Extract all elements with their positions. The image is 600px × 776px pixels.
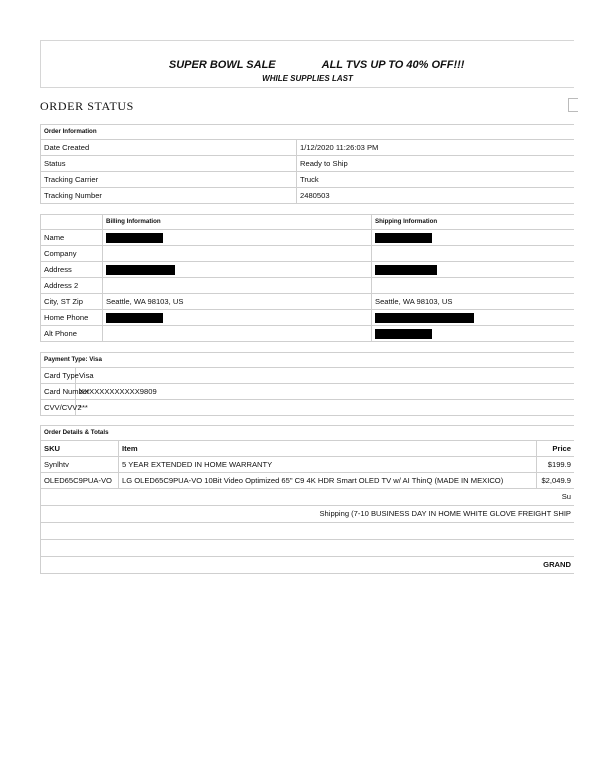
table-row: [41, 384, 575, 400]
payment-section: [40, 352, 574, 416]
table-row: [41, 310, 575, 326]
redaction-bar: [106, 313, 163, 323]
row-label: Address 2: [41, 278, 103, 294]
redaction-bar: [106, 233, 163, 243]
table-row: [41, 368, 575, 384]
order-information-header: Order Information: [41, 125, 575, 140]
payment-table: [40, 352, 574, 416]
table-row: [41, 188, 575, 204]
item-column-header: Item: [119, 441, 537, 457]
table-row: [41, 172, 575, 188]
billing-address-2: [103, 278, 372, 294]
shipping-city: Seattle, WA 98103, US: [372, 294, 575, 310]
order-details-table: [40, 425, 574, 574]
subtotal-label: Su: [41, 489, 575, 506]
item-sku: OLED65C9PUA-VO: [41, 473, 119, 489]
shipping-header: Shipping Information: [372, 215, 575, 230]
row-label: Alt Phone: [41, 326, 103, 342]
tracking-carrier-value: Truck: [297, 172, 575, 188]
date-created-value: 1/12/2020 11:26:03 PM: [297, 140, 575, 156]
billing-alt-phone: [103, 326, 372, 342]
card-number-value: XXXXXXXXXXXX9809: [76, 384, 575, 400]
redaction-bar: [375, 265, 437, 275]
row-label: Date Created: [41, 140, 297, 156]
row-label: CVV/CVV2: [41, 400, 76, 416]
item-description: 5 YEAR EXTENDED IN HOME WARRANTY: [119, 457, 537, 473]
shipping-home-phone: [372, 310, 575, 326]
grand-total-row: [41, 557, 575, 574]
empty-row: [41, 523, 575, 540]
shipping-name: [372, 230, 575, 246]
shipping-company: [372, 246, 575, 262]
redaction-bar: [106, 265, 175, 275]
row-label: Company: [41, 246, 103, 262]
billing-city: Seattle, WA 98103, US: [103, 294, 372, 310]
sale-offer: ALL TVS UP TO 40% OFF!!!: [321, 59, 465, 71]
row-label: Name: [41, 230, 103, 246]
table-row: [41, 457, 575, 473]
order-information-table: [40, 124, 574, 204]
cvv-value: ***: [76, 400, 575, 416]
sku-column-header: SKU: [41, 441, 119, 457]
billing-home-phone: [103, 310, 372, 326]
table-row: [41, 278, 575, 294]
shipping-row: [41, 506, 575, 523]
shipping-label: Shipping (7-10 BUSINESS DAY IN HOME WHITE GLOVE FREIGHT SHIP: [41, 506, 575, 523]
card-type-value: Visa: [76, 368, 575, 384]
table-row: [41, 156, 575, 172]
billing-header: Billing Information: [103, 215, 372, 230]
grand-total-label: GRAND: [41, 557, 575, 574]
item-description: LG OLED65C9PUA-VO 10Bit Video Optimized 65" C9 4K HDR Smart OLED TV w/ AI ThinQ (MADE IN MEXICO): [119, 473, 537, 489]
redaction-bar: [375, 233, 432, 243]
order-information-section: [40, 124, 574, 204]
empty-row: [41, 540, 575, 557]
item-price: $199.9: [537, 457, 575, 473]
tracking-number-value: 2480503: [297, 188, 575, 204]
page-title: ORDER STATUS: [40, 99, 134, 113]
empty-cell: [41, 540, 575, 557]
sale-banner: [40, 40, 574, 88]
empty-cell: [41, 523, 575, 540]
billing-address: [103, 262, 372, 278]
row-label: Address: [41, 262, 103, 278]
row-label: Card Number: [41, 384, 76, 400]
item-sku: Synlhtv: [41, 457, 119, 473]
shipping-address: [372, 262, 575, 278]
status-value: Ready to Ship: [297, 156, 575, 172]
shipping-alt-phone: [372, 326, 575, 342]
address-section: [40, 214, 574, 342]
row-label: Tracking Carrier: [41, 172, 297, 188]
supplies-note: WHILE SUPPLIES LAST: [262, 74, 353, 83]
table-row: [41, 473, 575, 489]
print-control[interactable]: [568, 98, 578, 112]
payment-header: Payment Type: Visa: [41, 353, 575, 368]
column-header-row: [41, 441, 575, 457]
sale-title: SUPER BOWL SALE: [168, 59, 276, 71]
row-label: Card Type: [41, 368, 76, 384]
row-label: Home Phone: [41, 310, 103, 326]
table-row: [41, 326, 575, 342]
order-details-header: Order Details & Totals: [41, 426, 575, 441]
order-details-section: [40, 425, 574, 574]
address-table: [40, 214, 574, 342]
price-column-header: Price: [537, 441, 575, 457]
table-row: [41, 230, 575, 246]
redaction-bar: [375, 329, 432, 339]
table-row: [41, 246, 575, 262]
row-label: Status: [41, 156, 297, 172]
row-label: City, ST Zip: [41, 294, 103, 310]
row-label: Tracking Number: [41, 188, 297, 204]
billing-company: [103, 246, 372, 262]
subtotal-row: [41, 489, 575, 506]
table-row: [41, 262, 575, 278]
redaction-bar: [375, 313, 474, 323]
table-row: [41, 294, 575, 310]
item-price: $2,049.9: [537, 473, 575, 489]
address-header-spacer: [41, 215, 103, 230]
billing-name: [103, 230, 372, 246]
shipping-address-2: [372, 278, 575, 294]
table-row: [41, 140, 575, 156]
table-row: [41, 400, 575, 416]
